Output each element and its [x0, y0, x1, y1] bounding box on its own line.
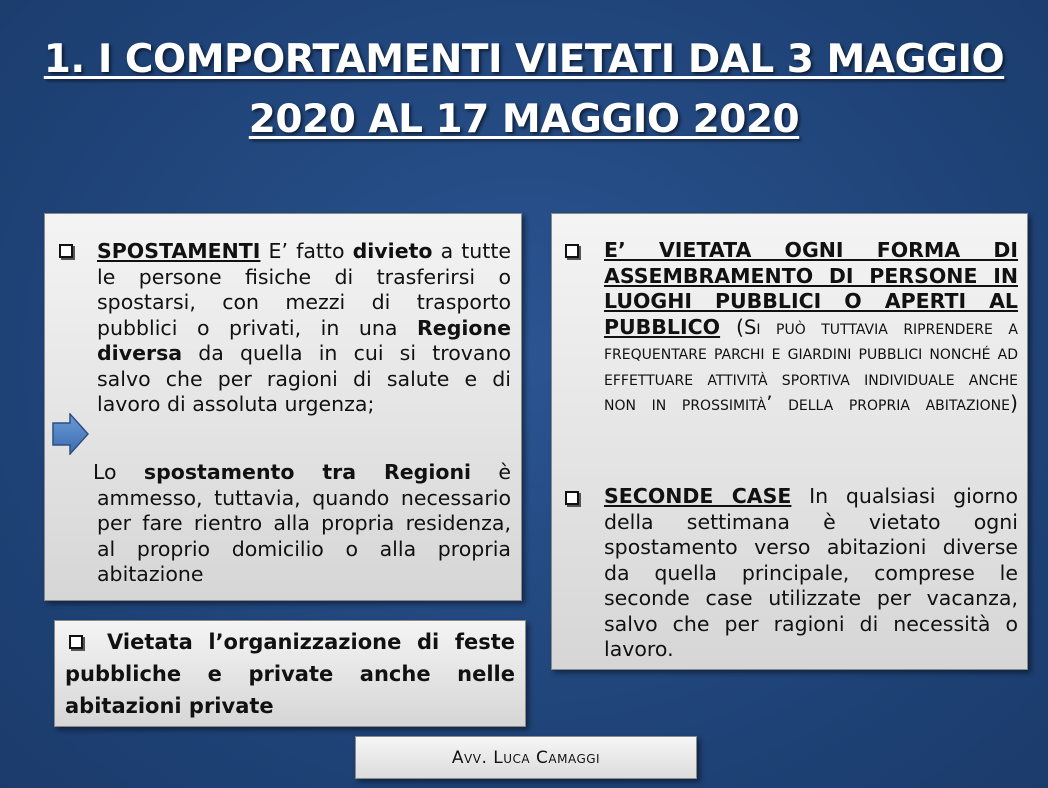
- author-name: Avv. Luca Camaggi: [451, 747, 601, 768]
- seconde-case-heading: SECONDE CASE: [604, 484, 792, 508]
- right-arrow-icon: [52, 413, 90, 455]
- author-box: [355, 736, 697, 779]
- assembramento-paragraph: E’ VIETATA OGNI FORMA DI ASSEMBRAMENTO DI PERSONE IN LUOGHI PUBBLICI O APERTI AL PUBBLICO (Si può tuttavia riprendere a frequentare parchi e giardini pubblici nonché ad effettuare attività sportiva individuale anche non in prossimità’ della propria abitazione): [604, 238, 1018, 415]
- title-line-1: 1. I COMPORTAMENTI VIETATI DAL 3 MAGGIO: [43, 37, 1005, 82]
- spostamenti-heading: SPOSTAMENTI: [97, 239, 261, 263]
- checkbox-bullet-icon: [59, 244, 73, 258]
- assembramento-box: [551, 213, 1028, 670]
- title-line-2: 2020 AL 17 MAGGIO 2020: [248, 97, 800, 142]
- spostamento-regioni-paragraph: Lo spostamento tra Regioni è ammesso, tuttavia, quando necessario per fare rientro alla propria residenza, al proprio domicilio o alla propria abitazione: [93, 460, 511, 586]
- spostamenti-paragraph: SPOSTAMENTI E’ fatto divieto a tutte le persone fisiche di trasferirsi o spostarsi, con mezzi di trasporto pubblici o privati, in una Regione diversa da quella in cui si trovano salvo che per ragioni di salute e di lavoro di assoluta urgenza;: [97, 239, 511, 416]
- assembramento-heading: E’ VIETATA OGNI FORMA DI ASSEMBRAMENTO DI PERSONE IN LUOGHI PUBBLICI O APERTI AL PUBBLICO: [604, 238, 1018, 339]
- feste-paragraph: Vietata l’organizzazione di feste pubbliche e private anche nelle abitazioni private: [65, 630, 515, 718]
- slide-title: [0, 30, 1048, 150]
- parchi-note: Si può tuttavia riprendere a frequentare parchi e giardini pubblici nonché ad effettuare attività sportiva individuale anche non in prossimità’ della propria abitazione: [604, 315, 1018, 415]
- feste-box: [54, 620, 526, 727]
- seconde-case-paragraph: SECONDE CASE In qualsiasi giorno della settimana è vietato ogni spostamento verso abitazioni diverse da quella principale, comprese le seconde case utilizzate per vacanza, salvo che per ragioni di necessità o lavoro.: [604, 484, 1018, 661]
- checkbox-bullet-icon: [565, 244, 579, 258]
- spostamenti-box: [44, 213, 522, 601]
- checkbox-bullet-icon: [565, 491, 579, 505]
